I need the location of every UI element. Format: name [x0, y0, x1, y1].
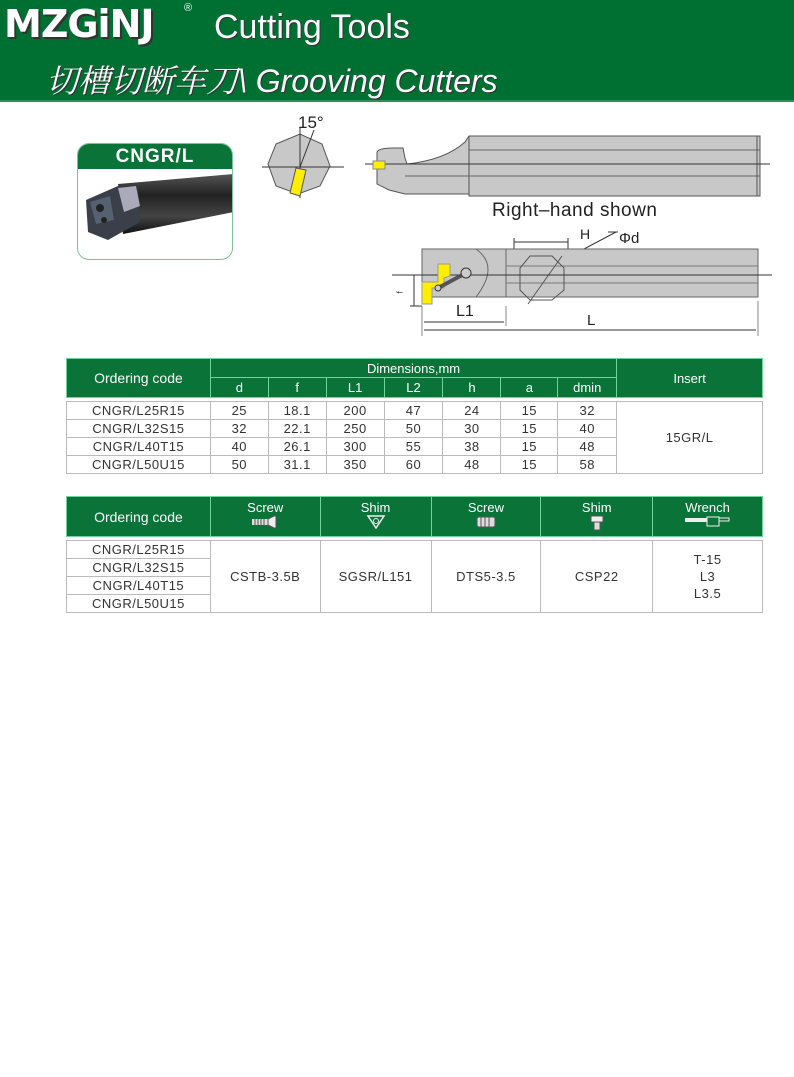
value-cell: 50	[384, 420, 443, 438]
value-cell: 50	[210, 456, 268, 474]
dimensions-table	[66, 358, 763, 474]
value-cell: 26.1	[268, 438, 326, 456]
value-cell: 15	[501, 402, 558, 420]
screw-cell: CSTB-3.5B	[210, 541, 320, 613]
value-cell: 47	[384, 402, 443, 420]
col-shim-pin	[541, 497, 653, 537]
value-cell: 40	[558, 420, 617, 438]
wrench-icon	[683, 515, 733, 527]
value-cell: 30	[443, 420, 501, 438]
screw-icon	[250, 515, 280, 529]
value-cell: 32	[210, 420, 268, 438]
tool-top-view	[392, 226, 772, 336]
ordering-code-cell: CNGR/L40T15	[67, 577, 211, 595]
value-cell: 55	[384, 438, 443, 456]
shim-screw-icon	[475, 515, 497, 529]
insert-cell: 15GR/L	[617, 402, 763, 474]
value-cell: 58	[558, 456, 617, 474]
dim-f-label: f	[395, 291, 405, 294]
value-cell: 25	[210, 402, 268, 420]
header-banner	[0, 0, 794, 102]
value-cell: 350	[326, 456, 384, 474]
value-cell: 60	[384, 456, 443, 474]
shim-cell: SGSR/L151	[320, 541, 431, 613]
product-card	[77, 143, 233, 260]
col-shim-pin-label: Shim	[581, 500, 612, 515]
value-cell: 38	[443, 438, 501, 456]
ordering-code-cell: CNGR/L32S15	[67, 420, 211, 438]
col-ordering-code: Ordering code	[67, 497, 211, 537]
wrench-value: T-15	[693, 552, 722, 567]
ordering-code-cell: CNGR/L25R15	[67, 402, 211, 420]
value-cell: 32	[558, 402, 617, 420]
col-l1: L1	[326, 378, 384, 398]
col-ordering-code: Ordering code	[67, 359, 211, 398]
wrench-value: L3.5	[693, 586, 722, 601]
ordering-code-cell: CNGR/L25R15	[67, 541, 211, 559]
ordering-code-cell: CNGR/L50U15	[67, 456, 211, 474]
value-cell: 15	[501, 438, 558, 456]
orientation-note: Right–hand shown	[492, 200, 658, 221]
col-shim-screw-label: Screw	[467, 500, 504, 515]
col-screw	[210, 497, 320, 537]
shim-screw-cell: DTS5-3.5	[431, 541, 541, 613]
dim-h-label: H	[580, 226, 591, 242]
value-cell: 300	[326, 438, 384, 456]
table-row	[67, 541, 763, 559]
value-cell: 200	[326, 402, 384, 420]
col-wrench	[653, 497, 763, 537]
col-shim-label: Shim	[360, 500, 391, 515]
dim-phi-d-label: Φd	[619, 230, 640, 247]
product-card-label: CNGR/L	[78, 144, 232, 169]
dim-l-label: L	[587, 312, 596, 329]
value-cell: 250	[326, 420, 384, 438]
col-f: f	[268, 378, 326, 398]
value-cell: 15	[501, 456, 558, 474]
col-d: d	[210, 378, 268, 398]
page-title: Cutting Tools	[214, 8, 410, 46]
col-l2: L2	[384, 378, 443, 398]
value-cell: 18.1	[268, 402, 326, 420]
value-cell: 48	[558, 438, 617, 456]
ordering-code-cell: CNGR/L40T15	[67, 438, 211, 456]
shim-pin-cell: CSP22	[541, 541, 653, 613]
wrench-value: L3	[699, 569, 716, 584]
col-shim-screw	[431, 497, 541, 537]
col-screw-label: Screw	[247, 500, 284, 515]
value-cell: 40	[210, 438, 268, 456]
col-wrench-label: Wrench	[685, 500, 730, 515]
col-a: a	[501, 378, 558, 398]
col-group-dimensions: Dimensions,mm	[210, 359, 616, 378]
shim-pin-icon	[588, 515, 606, 531]
page-subtitle: 切槽切断车刀\ Grooving Cutters	[46, 63, 498, 99]
value-cell: 22.1	[268, 420, 326, 438]
value-cell: 48	[443, 456, 501, 474]
brand-logo: MZGiNJ	[4, 2, 154, 46]
table-row	[67, 402, 763, 420]
shim-icon	[366, 515, 386, 529]
ordering-code-cell: CNGR/L32S15	[67, 559, 211, 577]
col-shim	[320, 497, 431, 537]
col-insert: Insert	[617, 359, 763, 398]
dim-l1-label: L1	[456, 303, 474, 320]
tool-photo	[78, 172, 233, 258]
registered-mark: ®	[184, 2, 193, 14]
parts-table	[66, 496, 763, 613]
ordering-code-cell: CNGR/L50U15	[67, 595, 211, 613]
value-cell: 31.1	[268, 456, 326, 474]
insert-angle-diagram	[262, 128, 344, 200]
col-h: h	[443, 378, 501, 398]
angle-label: 15°	[298, 113, 324, 132]
wrench-cell	[653, 541, 763, 613]
tool-side-view	[365, 134, 770, 200]
value-cell: 24	[443, 402, 501, 420]
value-cell: 15	[501, 420, 558, 438]
col-dmin: dmin	[558, 378, 617, 398]
